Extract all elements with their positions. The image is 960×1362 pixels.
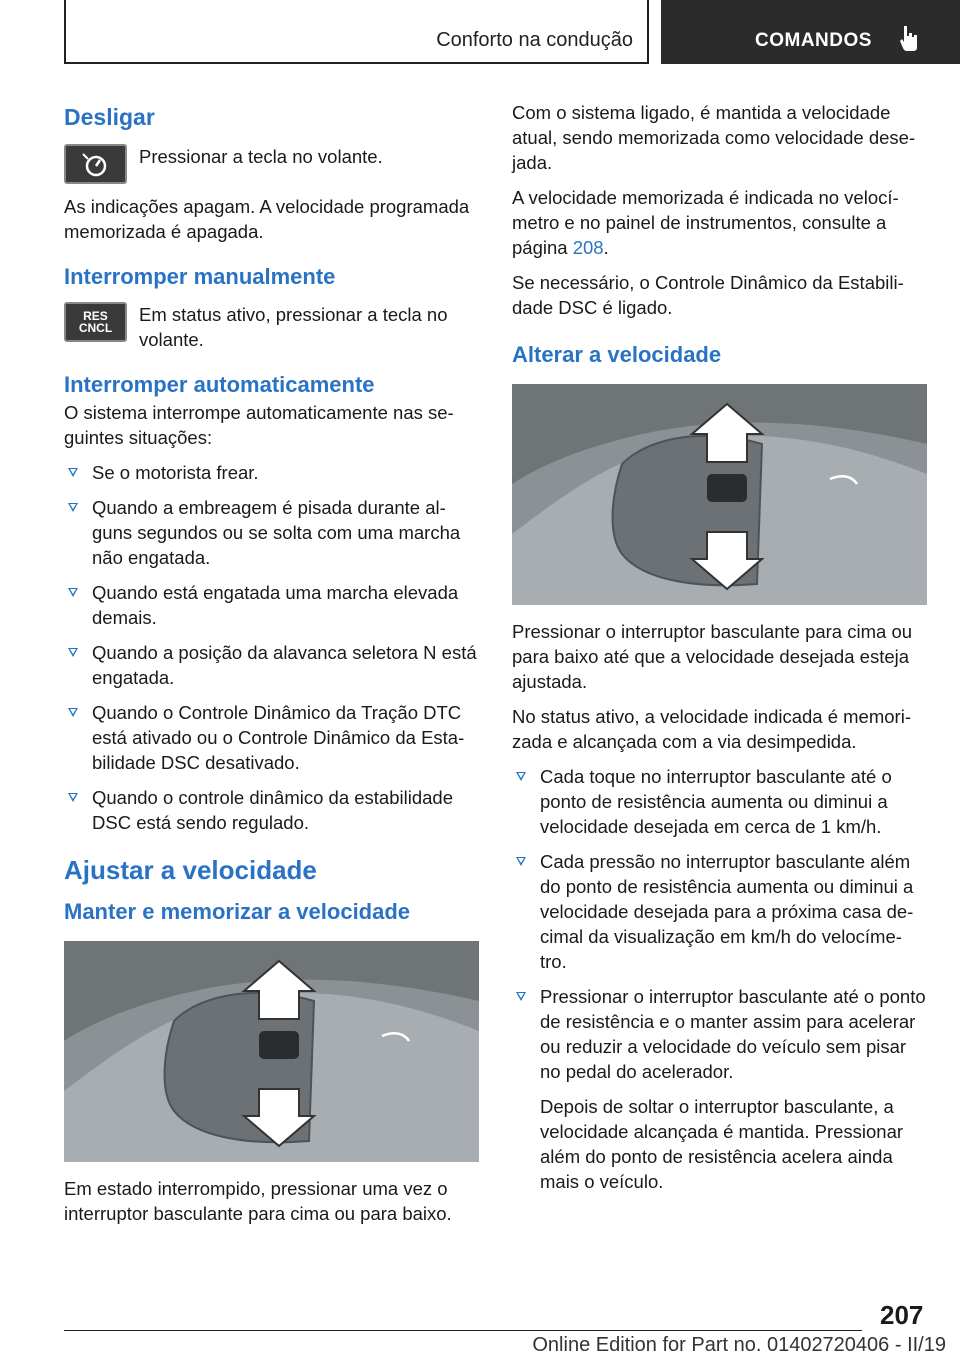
list-item: Pressionar o interruptor basculante até o ponto de resistência e o manter assim para acelerar ou reduzir a velocidade do veículo sem pisar no pedal do acelerador. bbox=[512, 984, 927, 1084]
cncl-label: CNCL bbox=[78, 321, 113, 335]
footer-divider bbox=[64, 1330, 862, 1331]
res-label: RES bbox=[83, 309, 108, 323]
triangle-bullet-icon bbox=[68, 708, 78, 717]
auto-bullet-list bbox=[64, 460, 479, 835]
alterar-after-bullet: Depois de soltar o interruptor basculante, a velocidade alcançada é mantida. Pressionar além do ponto de resistência acelera ainda mais o veículo. bbox=[540, 1096, 904, 1192]
steering-wheel-illustration bbox=[512, 384, 927, 605]
list-item: Quando o Controle Dinâmico da Tração DTC está ativado ou o Controle Dinâmico da Esta‐bilidade DSC desativado. bbox=[64, 700, 479, 775]
triangle-bullet-icon bbox=[68, 648, 78, 657]
triangle-bullet-icon bbox=[68, 468, 78, 477]
manual-key-text: Em status ativo, pressionar a tecla no volante. bbox=[139, 304, 448, 350]
triangle-bullet-icon bbox=[68, 793, 78, 802]
list-item: Quando a posição da alavanca seletora N está engatada. bbox=[64, 640, 479, 690]
list-item: Quando está engatada uma marcha elevada demais. bbox=[64, 580, 479, 630]
triangle-bullet-icon bbox=[516, 857, 526, 866]
triangle-bullet-icon bbox=[516, 772, 526, 781]
chapter-title: COMANDOS bbox=[755, 30, 872, 51]
list-item: Quando a embreagem é pisada durante al‐guns segundos ou se solta com uma marcha não engatada. bbox=[64, 495, 479, 570]
heading-ajustar: Ajustar a velocidade bbox=[64, 855, 317, 885]
page-number: 207 bbox=[880, 1300, 924, 1330]
list-item: Cada toque no interruptor basculante até o ponto de resistência aumenta ou diminui a velocidade desejada em cerca de 1 km/h. bbox=[512, 764, 927, 839]
heading-alterar: Alterar a velocidade bbox=[512, 342, 722, 367]
heading-manual: Interromper manualmente bbox=[64, 264, 336, 289]
res-cncl-key bbox=[64, 302, 127, 342]
heading-manter: Manter e memorizar a velocidade bbox=[64, 899, 411, 924]
desligar-key-text: Pressionar a tecla no volante. bbox=[139, 146, 383, 167]
triangle-bullet-icon bbox=[68, 503, 78, 512]
right-p1: Com o sistema ligado, é mantida a velocidade atual, sendo memorizada como velocidade dese‐jada. bbox=[512, 102, 916, 173]
header-section-box bbox=[64, 0, 649, 64]
header-chapter-box bbox=[661, 0, 960, 64]
steering-wheel-illustration bbox=[64, 941, 479, 1162]
desligar-text: As indicações apagam. A velocidade programada memorizada é apagada. bbox=[64, 196, 470, 242]
heading-auto: Interromper automaticamente bbox=[64, 372, 375, 397]
alterar-status-text: No status ativo, a velocidade indicada é memori‐zada e alcançada com a via desimpedida. bbox=[512, 706, 911, 752]
triangle-bullet-icon bbox=[516, 992, 526, 1001]
triangle-bullet-icon bbox=[68, 588, 78, 597]
page-reference-link[interactable]: 208 bbox=[572, 237, 604, 258]
list-item: Quando o controle dinâmico da estabilidade DSC está sendo regulado. bbox=[64, 785, 479, 835]
edition-note: Online Edition for Part no. 01402720406 - II/19 bbox=[532, 1334, 946, 1356]
left-column bbox=[64, 100, 479, 1236]
list-item: Se o motorista frear. bbox=[64, 460, 479, 485]
manter-caption: Em estado interrompido, pressionar uma vez o interruptor basculante para cima ou para baixo. bbox=[64, 1178, 452, 1224]
cruise-off-key bbox=[64, 144, 127, 184]
alterar-caption: Pressionar o interruptor basculante para cima ou para baixo até que a velocidade desejada esteja ajustada. bbox=[512, 621, 913, 692]
key-row-desligar bbox=[64, 144, 479, 184]
hand-pointer-icon bbox=[899, 24, 921, 52]
section-title: Conforto na condução bbox=[436, 29, 633, 51]
list-item: Cada pressão no interruptor basculante além do ponto de resistência aumenta ou diminui a velocidade desejada para a próxima casa de‐cimal da visualização em km/h do velocíme‐tro. bbox=[512, 849, 927, 974]
cruise-control-off-icon bbox=[79, 150, 113, 178]
right-column bbox=[512, 100, 927, 1204]
key-row-manual bbox=[64, 302, 479, 352]
right-p2: A velocidade memorizada é indicada no velocí‐metro e no painel de instrumentos, consulte a página 208. bbox=[512, 187, 899, 258]
right-p3: Se necessário, o Controle Dinâmico da Estabili‐dade DSC é ligado. bbox=[512, 272, 904, 318]
alterar-bullet-list bbox=[512, 764, 927, 1084]
heading-desligar: Desligar bbox=[64, 104, 155, 130]
auto-intro: O sistema interrompe automaticamente nas se‐guintes situações: bbox=[64, 402, 454, 448]
